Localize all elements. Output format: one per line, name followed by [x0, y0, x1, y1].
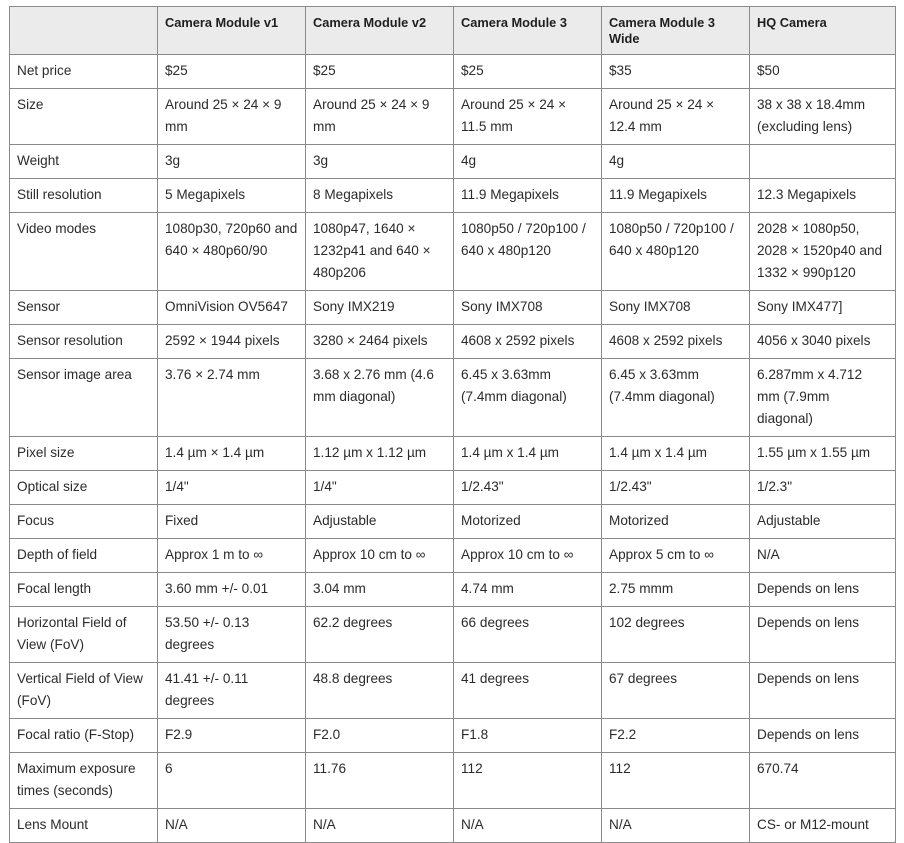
table-cell: F1.8 — [454, 719, 602, 753]
table-cell: 66 degrees — [454, 607, 602, 663]
table-cell: 1/4" — [306, 471, 454, 505]
table-cell: 41 degrees — [454, 663, 602, 719]
table-cell: Approx 5 cm to ∞ — [602, 539, 750, 573]
table-cell: 41.41 +/- 0.11 degrees — [158, 663, 306, 719]
table-row — [10, 663, 896, 719]
table-cell: F2.2 — [602, 719, 750, 753]
table-row — [10, 359, 896, 437]
table-cell: 3g — [158, 145, 306, 179]
row-label: Pixel size — [10, 437, 158, 471]
corner-header-cell — [10, 7, 158, 55]
table-cell: Sony IMX708 — [602, 291, 750, 325]
column-header-camera-module-v2: Camera Module v2 — [306, 7, 454, 55]
table-row — [10, 55, 896, 89]
table-row — [10, 573, 896, 607]
table-cell: 1080p50 / 720p100 / 640 x 480p120 — [602, 213, 750, 291]
column-header-hq-camera: HQ Camera — [750, 7, 896, 55]
table-cell: 5 Megapixels — [158, 179, 306, 213]
table-cell: N/A — [454, 809, 602, 843]
table-cell: 3.76 × 2.74 mm — [158, 359, 306, 437]
table-cell: 1.4 µm × 1.4 µm — [158, 437, 306, 471]
table-cell: $50 — [750, 55, 896, 89]
table-cell: 6 — [158, 753, 306, 809]
row-label: Horizontal Field of View (FoV) — [10, 607, 158, 663]
row-label: Focal ratio (F-Stop) — [10, 719, 158, 753]
table-cell: Fixed — [158, 505, 306, 539]
table-cell: N/A — [750, 539, 896, 573]
table-row — [10, 179, 896, 213]
table-cell: N/A — [602, 809, 750, 843]
table-cell: Depends on lens — [750, 719, 896, 753]
row-label: Net price — [10, 55, 158, 89]
table-cell: 1/2.43" — [454, 471, 602, 505]
table-cell: 4056 x 3040 pixels — [750, 325, 896, 359]
table-cell: 3.60 mm +/- 0.01 — [158, 573, 306, 607]
table-cell: 670.74 — [750, 753, 896, 809]
table-cell: Motorized — [454, 505, 602, 539]
table-row — [10, 325, 896, 359]
table-cell: 1/4" — [158, 471, 306, 505]
table-cell: 4608 x 2592 pixels — [454, 325, 602, 359]
table-cell: Adjustable — [750, 505, 896, 539]
table-cell: 4.74 mm — [454, 573, 602, 607]
camera-comparison-table — [9, 6, 896, 843]
table-cell: Approx 1 m to ∞ — [158, 539, 306, 573]
table-cell: Around 25 × 24 × 12.4 mm — [602, 89, 750, 145]
table-cell: 11.76 — [306, 753, 454, 809]
table-cell: 2592 × 1944 pixels — [158, 325, 306, 359]
table-cell: Around 25 × 24 × 9 mm — [306, 89, 454, 145]
table-cell: 1080p50 / 720p100 / 640 x 480p120 — [454, 213, 602, 291]
table-cell: Approx 10 cm to ∞ — [306, 539, 454, 573]
table-row — [10, 753, 896, 809]
table-cell: Sony IMX708 — [454, 291, 602, 325]
table-cell: N/A — [158, 809, 306, 843]
table-row — [10, 505, 896, 539]
row-label: Depth of field — [10, 539, 158, 573]
table-row — [10, 539, 896, 573]
table-cell: 3g — [306, 145, 454, 179]
table-cell: $25 — [306, 55, 454, 89]
table-cell: 112 — [454, 753, 602, 809]
table-container — [9, 6, 895, 843]
table-cell: F2.9 — [158, 719, 306, 753]
table-cell: 3.04 mm — [306, 573, 454, 607]
table-cell: 112 — [602, 753, 750, 809]
table-cell: Adjustable — [306, 505, 454, 539]
table-cell: $25 — [454, 55, 602, 89]
table-cell: 1/2.43" — [602, 471, 750, 505]
table-cell: 1080p47, 1640 × 1232p41 and 640 × 480p206 — [306, 213, 454, 291]
table-cell: 12.3 Megapixels — [750, 179, 896, 213]
table-cell: 2028 × 1080p50, 2028 × 1520p40 and 1332 × 990p120 — [750, 213, 896, 291]
row-label: Focal length — [10, 573, 158, 607]
table-cell: N/A — [306, 809, 454, 843]
table-cell: 38 x 38 x 18.4mm (excluding lens) — [750, 89, 896, 145]
column-header-camera-module-v1: Camera Module v1 — [158, 7, 306, 55]
table-cell: Sony IMX477] — [750, 291, 896, 325]
table-cell: 3.68 x 2.76 mm (4.6 mm diagonal) — [306, 359, 454, 437]
table-cell: 6.45 x 3.63mm (7.4mm diagonal) — [454, 359, 602, 437]
table-cell: Sony IMX219 — [306, 291, 454, 325]
table-cell: 8 Megapixels — [306, 179, 454, 213]
table-cell — [750, 145, 896, 179]
header-row — [10, 7, 896, 55]
row-label: Maximum exposure times (seconds) — [10, 753, 158, 809]
table-cell: Depends on lens — [750, 663, 896, 719]
table-cell: 102 degrees — [602, 607, 750, 663]
table-cell: 6.45 x 3.63mm (7.4mm diagonal) — [602, 359, 750, 437]
column-header-camera-module-3: Camera Module 3 — [454, 7, 602, 55]
table-cell: 2.75 mmm — [602, 573, 750, 607]
table-row — [10, 89, 896, 145]
table-cell: 1.4 µm x 1.4 µm — [454, 437, 602, 471]
table-cell: 48.8 degrees — [306, 663, 454, 719]
table-cell: Approx 10 cm to ∞ — [454, 539, 602, 573]
table-cell: $35 — [602, 55, 750, 89]
table-cell: OmniVision OV5647 — [158, 291, 306, 325]
table-cell: $25 — [158, 55, 306, 89]
table-cell: Around 25 × 24 × 9 mm — [158, 89, 306, 145]
row-label: Sensor image area — [10, 359, 158, 437]
table-cell: 4608 x 2592 pixels — [602, 325, 750, 359]
table-cell: 1.4 µm x 1.4 µm — [602, 437, 750, 471]
table-cell: F2.0 — [306, 719, 454, 753]
table-cell: 53.50 +/- 0.13 degrees — [158, 607, 306, 663]
table-cell: 1.55 µm x 1.55 µm — [750, 437, 896, 471]
table-row — [10, 471, 896, 505]
column-header-camera-module-3-wide: Camera Module 3 Wide — [602, 7, 750, 55]
table-row — [10, 213, 896, 291]
row-label: Sensor resolution — [10, 325, 158, 359]
row-label: Vertical Field of View (FoV) — [10, 663, 158, 719]
table-cell: Depends on lens — [750, 573, 896, 607]
table-cell: 11.9 Megapixels — [602, 179, 750, 213]
row-label: Focus — [10, 505, 158, 539]
row-label: Optical size — [10, 471, 158, 505]
table-cell: 62.2 degrees — [306, 607, 454, 663]
table-row — [10, 437, 896, 471]
row-label: Still resolution — [10, 179, 158, 213]
row-label: Weight — [10, 145, 158, 179]
table-cell: 1080p30, 720p60 and 640 × 480p60/90 — [158, 213, 306, 291]
table-cell: Depends on lens — [750, 607, 896, 663]
table-cell: 11.9 Megapixels — [454, 179, 602, 213]
row-label: Lens Mount — [10, 809, 158, 843]
table-cell: Around 25 × 24 × 11.5 mm — [454, 89, 602, 145]
table-row — [10, 607, 896, 663]
table-row — [10, 291, 896, 325]
table-cell: CS- or M12-mount — [750, 809, 896, 843]
table-row — [10, 809, 896, 843]
table-row — [10, 719, 896, 753]
table-cell: 1.12 µm x 1.12 µm — [306, 437, 454, 471]
table-cell: 4g — [602, 145, 750, 179]
table-cell: 4g — [454, 145, 602, 179]
table-cell: 6.287mm x 4.712 mm (7.9mm diagonal) — [750, 359, 896, 437]
table-cell: 3280 × 2464 pixels — [306, 325, 454, 359]
table-cell: 67 degrees — [602, 663, 750, 719]
table-cell: 1/2.3" — [750, 471, 896, 505]
row-label: Sensor — [10, 291, 158, 325]
row-label: Video modes — [10, 213, 158, 291]
row-label: Size — [10, 89, 158, 145]
table-row — [10, 145, 896, 179]
table-cell: Motorized — [602, 505, 750, 539]
